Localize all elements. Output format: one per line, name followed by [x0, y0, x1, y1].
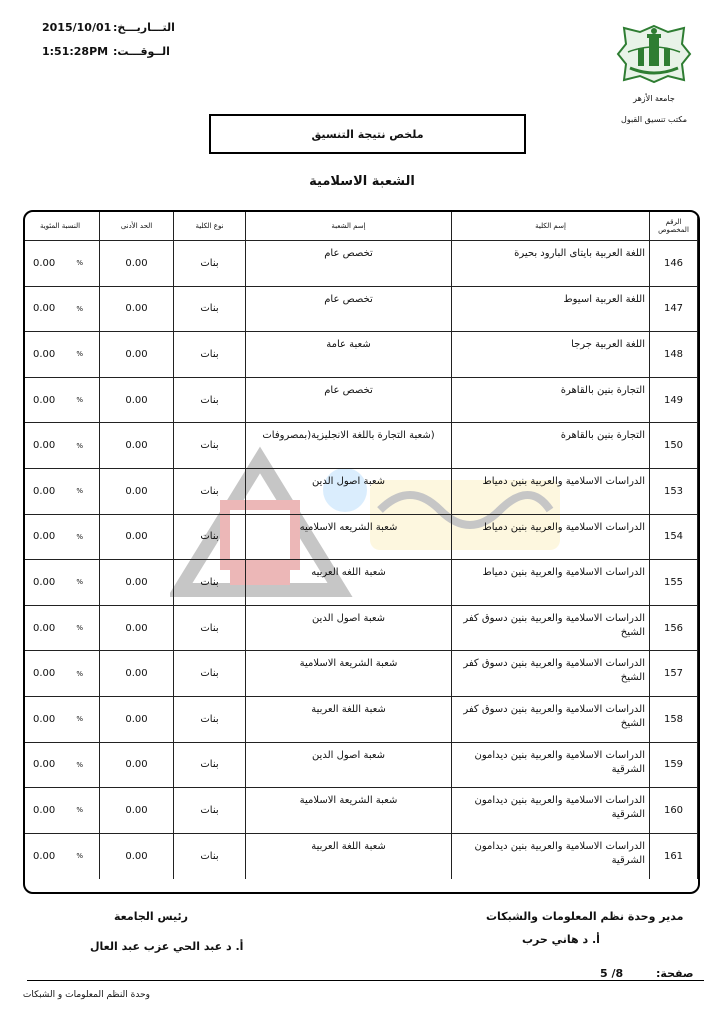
row-type: بنات [174, 788, 246, 834]
row-branch: شعبة الشريعه الاسلاميه [246, 514, 452, 560]
row-type: بنات [174, 742, 246, 788]
row-branch: شعبة اللغة العربية [246, 833, 452, 879]
row-min: 0.00 [100, 560, 174, 606]
row-pct [23, 377, 100, 423]
row-pct [23, 605, 100, 651]
row-college: الدراسات الاسلامية والعربية بنين دمياط [452, 560, 650, 606]
table-row [23, 286, 698, 332]
row-branch: تخصص عام [246, 377, 452, 423]
row-pct [23, 286, 100, 332]
row-branch: شعبة اصول الدين [246, 468, 452, 514]
report-title-text: ملخص نتيجة التنسيق [311, 127, 424, 141]
row-pct [23, 241, 100, 287]
col-min-header: الحد الأدنى [100, 212, 174, 241]
row-pct [23, 651, 100, 697]
row-type: بنات [174, 332, 246, 378]
row-pct-sign: % [76, 441, 83, 450]
row-pct-value: 0.00 [33, 257, 56, 269]
row-branch: (شعبة التجارة باللغة الانجليزية(بمصروفات [246, 423, 452, 469]
footer-note: وحدة النظم المعلومات و الشبكات [22, 990, 150, 1000]
signature-left-title: رئيس الجامعة [114, 910, 188, 923]
row-code: 154 [650, 514, 698, 560]
row-branch: شعبة عامة [246, 332, 452, 378]
row-pct [23, 696, 100, 742]
row-pct [23, 742, 100, 788]
row-code: 161 [650, 833, 698, 879]
page-number: 5 /8 [600, 967, 624, 980]
row-code: 146 [650, 241, 698, 287]
row-type: بنات [174, 696, 246, 742]
table-row [23, 605, 698, 651]
row-pct [23, 833, 100, 879]
row-type: بنات [174, 377, 246, 423]
row-code: 153 [650, 468, 698, 514]
row-pct-sign: % [76, 532, 83, 541]
row-college: الدراسات الاسلامية والعربية بنين دسوق كفر الشيخ [452, 696, 650, 742]
col-pct-header: النسبة المئوية [23, 212, 100, 241]
time-label: الــوقـــت: [113, 45, 170, 58]
row-type: بنات [174, 605, 246, 651]
row-type: بنات [174, 514, 246, 560]
row-pct [23, 468, 100, 514]
row-pct-sign: % [76, 396, 83, 405]
table-row [23, 468, 698, 514]
table-row [23, 833, 698, 879]
row-college: الدراسات الاسلامية والعربية بنين دمياط [452, 468, 650, 514]
row-code: 155 [650, 560, 698, 606]
table-row [23, 332, 698, 378]
row-college: التجارة بنين بالقاهرة [452, 377, 650, 423]
row-min: 0.00 [100, 286, 174, 332]
row-pct [23, 423, 100, 469]
row-college: الدراسات الاسلامية والعربية بنين دسوق كفر الشيخ [452, 605, 650, 651]
row-branch: شعبة اللغة العربية [246, 696, 452, 742]
row-pct-value: 0.00 [33, 485, 56, 497]
row-college: اللغة العربية بايتاى البارود بحيرة [452, 241, 650, 287]
row-code: 147 [650, 286, 698, 332]
row-pct-value: 0.00 [33, 440, 56, 452]
row-min: 0.00 [100, 514, 174, 560]
row-code: 157 [650, 651, 698, 697]
row-type: بنات [174, 651, 246, 697]
row-pct-sign: % [76, 806, 83, 815]
row-branch: شعبة الشريعة الاسلامية [246, 651, 452, 697]
col-college-header: إسم الكلية [452, 212, 650, 241]
col-code-header: الرقم المخصوص [650, 212, 698, 241]
row-college: الدراسات الاسلامية والعربية بنين ديدامون الشرقية [452, 742, 650, 788]
row-pct-value: 0.00 [33, 576, 56, 588]
row-min: 0.00 [100, 423, 174, 469]
table-row [23, 241, 698, 287]
row-college: الدراسات الاسلامية والعربية بنين دسوق كفر الشيخ [452, 651, 650, 697]
row-pct-sign: % [76, 669, 83, 678]
row-pct-sign: % [76, 487, 83, 496]
row-min: 0.00 [100, 332, 174, 378]
row-pct-sign: % [76, 259, 83, 268]
al-azhar-logo-icon [616, 22, 692, 86]
row-min: 0.00 [100, 241, 174, 287]
footer-divider [27, 980, 704, 981]
col-type-header: نوع الكلية [174, 212, 246, 241]
table-row [23, 423, 698, 469]
row-pct-value: 0.00 [33, 531, 56, 543]
row-branch: تخصص عام [246, 241, 452, 287]
table-row [23, 651, 698, 697]
row-pct-value: 0.00 [33, 394, 56, 406]
row-min: 0.00 [100, 468, 174, 514]
table-row [23, 788, 698, 834]
row-college: الدراسات الاسلامية والعربية بنين دمياط [452, 514, 650, 560]
row-min: 0.00 [100, 651, 174, 697]
table-row [23, 742, 698, 788]
row-type: بنات [174, 468, 246, 514]
row-code: 156 [650, 605, 698, 651]
row-pct-value: 0.00 [33, 348, 56, 360]
date-label: التـــاريـــخ: [113, 21, 175, 34]
row-pct-sign: % [76, 304, 83, 313]
row-min: 0.00 [100, 605, 174, 651]
page-label: صفحة: [656, 967, 694, 980]
table-row [23, 377, 698, 423]
row-type: بنات [174, 241, 246, 287]
row-pct-sign: % [76, 852, 83, 861]
row-college: الدراسات الاسلامية والعربية بنين ديدامون الشرقية [452, 788, 650, 834]
row-code: 149 [650, 377, 698, 423]
row-type: بنات [174, 833, 246, 879]
row-min: 0.00 [100, 377, 174, 423]
report-title [209, 114, 526, 154]
row-pct-value: 0.00 [33, 713, 56, 725]
row-pct [23, 332, 100, 378]
row-pct [23, 514, 100, 560]
signature-left-name: أ. د عبد الحي عزب عبد العال [90, 940, 244, 953]
university-name: جامعة الأزهر [633, 94, 675, 103]
row-pct-value: 0.00 [33, 622, 56, 634]
results-table [23, 210, 700, 894]
office-name: مكتب تنسيق القبول [621, 115, 687, 124]
row-pct-sign: % [76, 760, 83, 769]
row-pct-sign: % [76, 715, 83, 724]
row-code: 148 [650, 332, 698, 378]
row-pct-sign: % [76, 578, 83, 587]
table-row [23, 514, 698, 560]
signature-right-name: أ. د هاني حرب [522, 933, 600, 946]
row-type: بنات [174, 423, 246, 469]
row-min: 0.00 [100, 788, 174, 834]
row-college: الدراسات الاسلامية والعربية بنين ديدامون الشرقية [452, 833, 650, 879]
row-pct [23, 788, 100, 834]
row-pct-value: 0.00 [33, 804, 56, 816]
row-branch: شعبة اللغه العربيه [246, 560, 452, 606]
row-pct-value: 0.00 [33, 303, 56, 315]
date-value: 2015/10/01 [42, 21, 112, 34]
row-pct-value: 0.00 [33, 759, 56, 771]
col-branch-header: إسم الشعبة [246, 212, 452, 241]
row-code: 150 [650, 423, 698, 469]
row-code: 158 [650, 696, 698, 742]
row-college: اللغة العربية اسيوط [452, 286, 650, 332]
row-min: 0.00 [100, 696, 174, 742]
table-row [23, 696, 698, 742]
row-code: 160 [650, 788, 698, 834]
row-branch: شعبة الشريعة الاسلامية [246, 788, 452, 834]
row-college: التجارة بنين بالقاهرة [452, 423, 650, 469]
row-pct-sign: % [76, 624, 83, 633]
row-branch: شعبة اصول الدين [246, 605, 452, 651]
row-code: 159 [650, 742, 698, 788]
row-pct [23, 560, 100, 606]
row-type: بنات [174, 560, 246, 606]
signature-right-title: مدير وحدة نظم المعلومات والشبكات [486, 910, 684, 923]
row-branch: شعبة اصول الدين [246, 742, 452, 788]
row-pct-sign: % [76, 350, 83, 359]
row-pct-value: 0.00 [33, 850, 56, 862]
row-branch: تخصص عام [246, 286, 452, 332]
row-college: اللغة العربية جرجا [452, 332, 650, 378]
row-min: 0.00 [100, 742, 174, 788]
row-min: 0.00 [100, 833, 174, 879]
section-title: الشعبة الاسلامية [309, 174, 415, 189]
row-pct-value: 0.00 [33, 668, 56, 680]
row-type: بنات [174, 286, 246, 332]
time-value: 1:51:28PM [42, 45, 109, 58]
table-header-row [23, 212, 698, 241]
table-row [23, 560, 698, 606]
